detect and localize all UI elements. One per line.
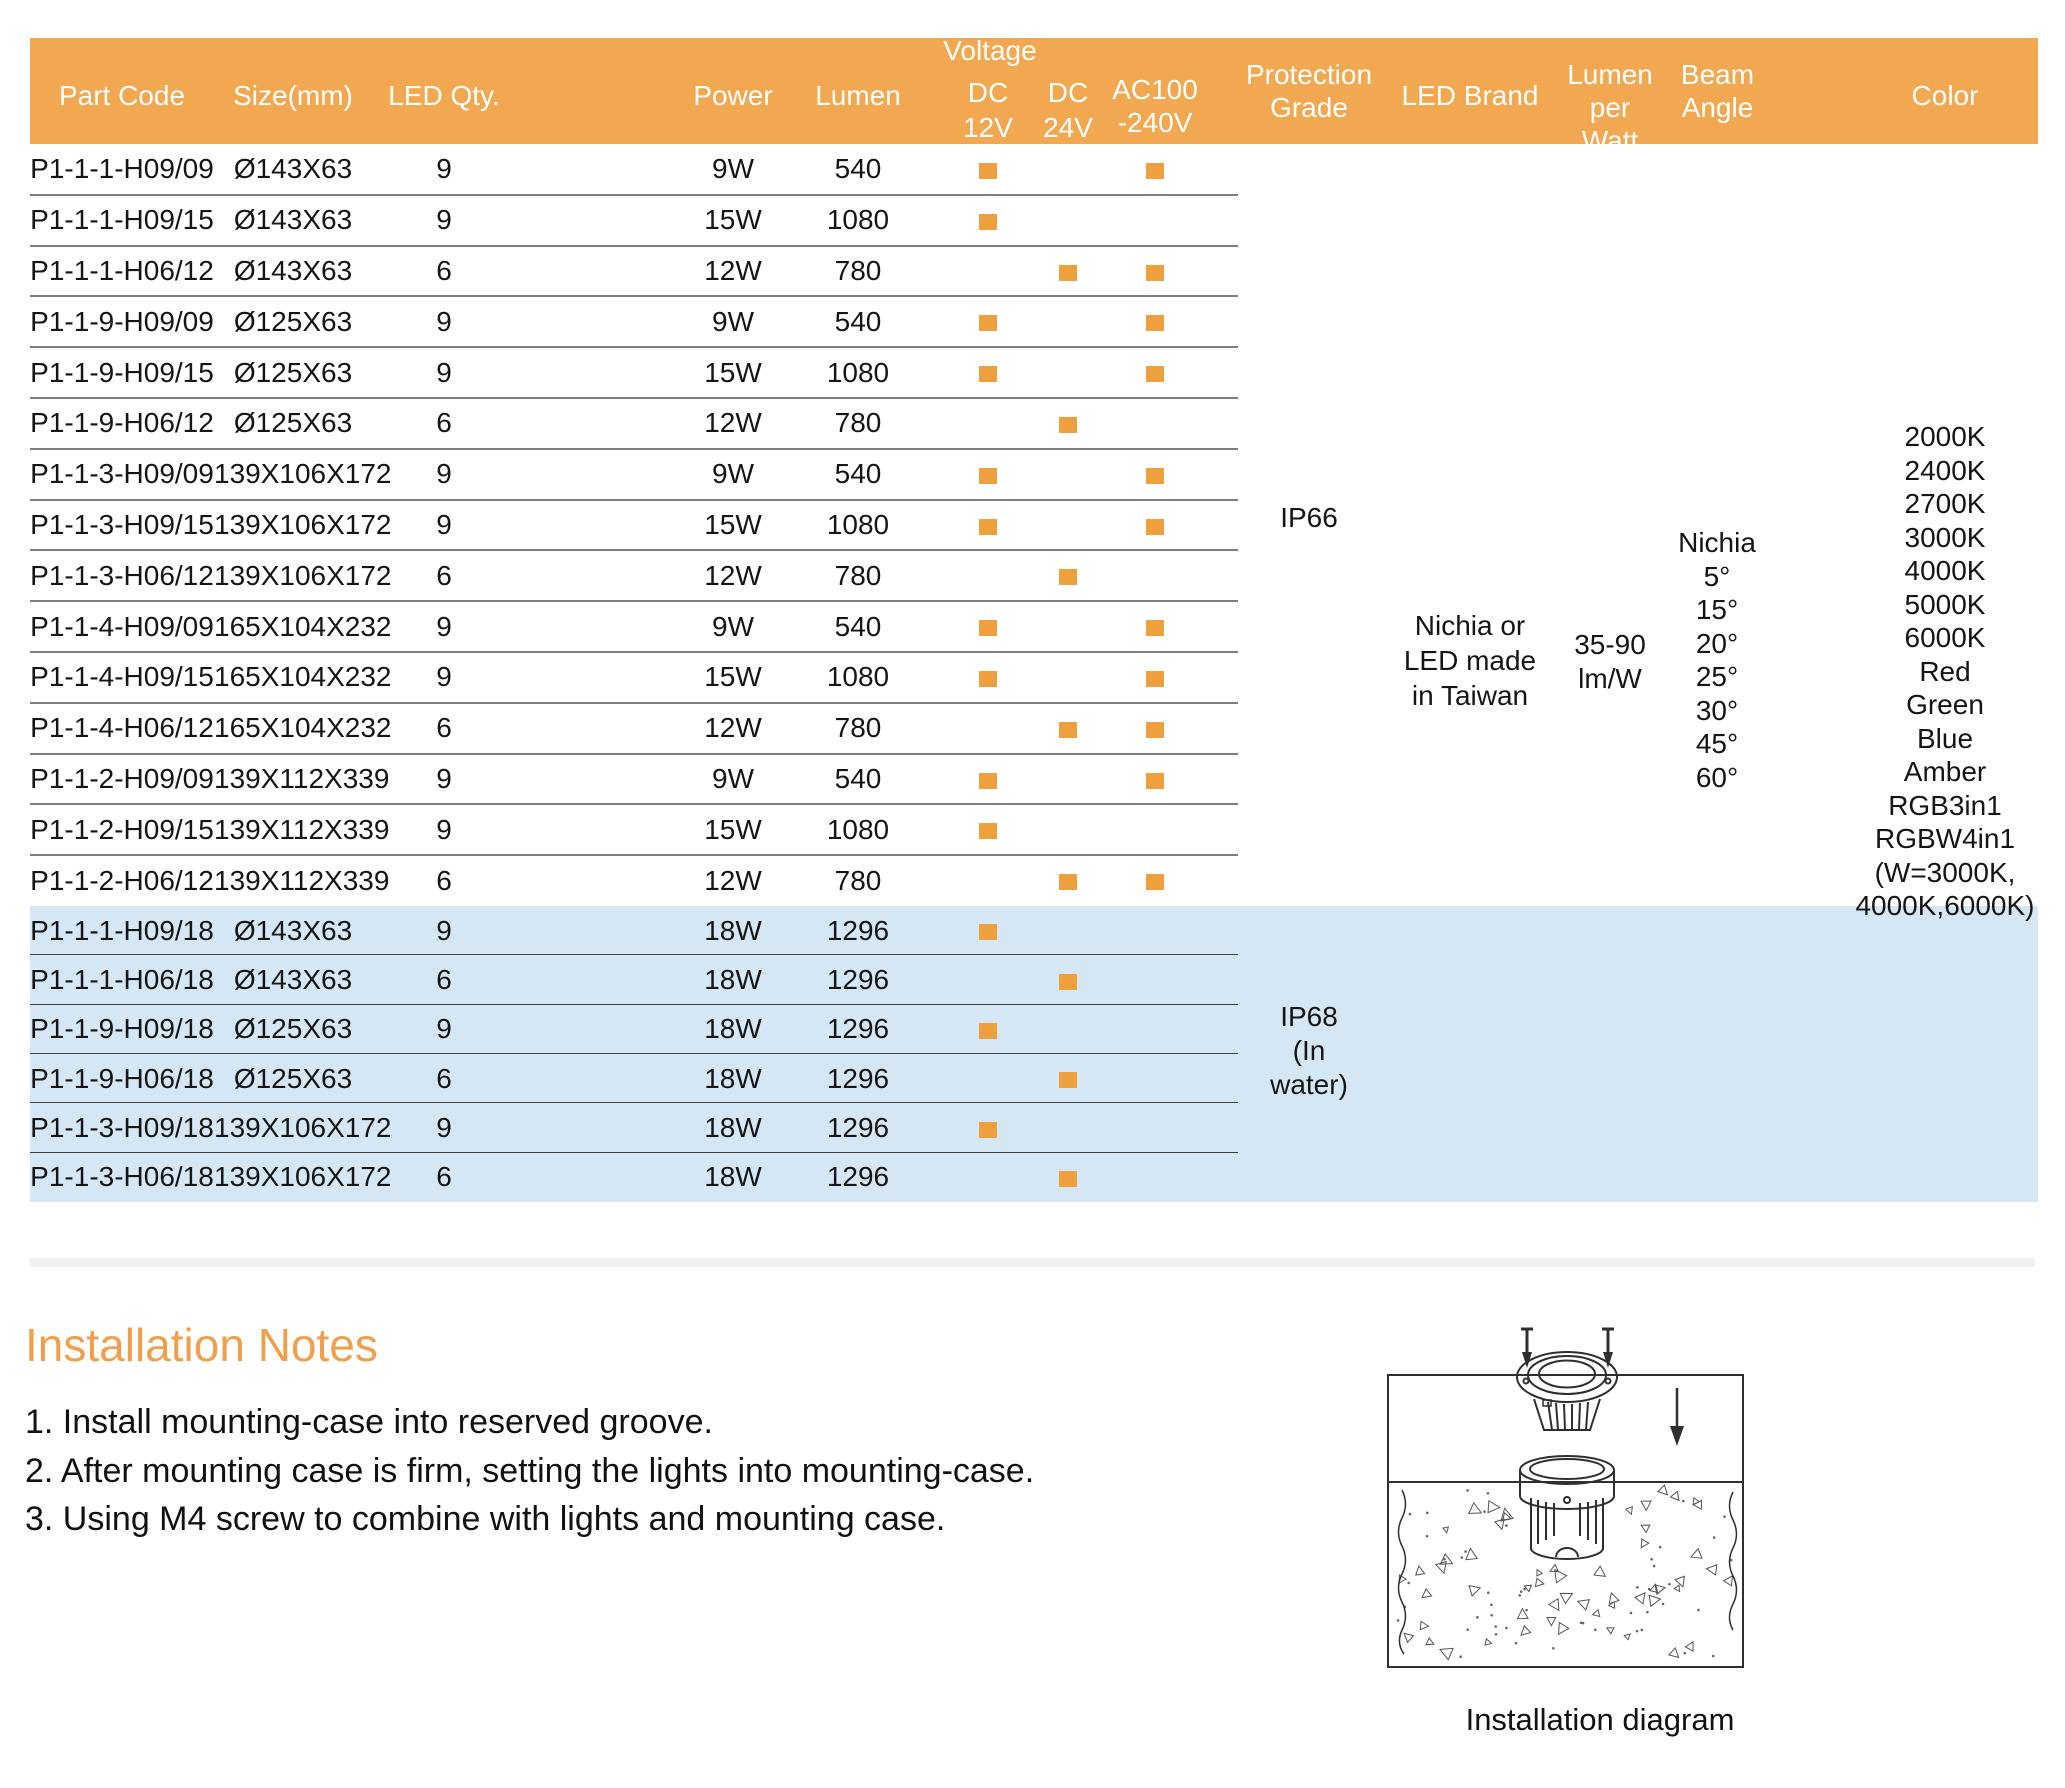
led-brand-line: Nichia or [1414, 610, 1526, 641]
led-qty-cell: 9 [436, 305, 452, 337]
dc12v-cell [948, 763, 1028, 795]
voltage-dc24v-marker [1059, 569, 1077, 585]
beam-angle-line: Nichia [1678, 527, 1756, 558]
power-cell: 9W [712, 305, 754, 337]
led-qty-cell: 6 [436, 864, 452, 896]
voltage-dc12v-marker [979, 468, 997, 484]
part-code-cell: P1-1-9-H09/15 [30, 356, 214, 388]
dc24v-cell [1028, 509, 1108, 541]
color-option: 2400K [1904, 454, 1986, 486]
col-header-dc24v-line2: 24V [1043, 112, 1093, 143]
size-cell: Ø125X63 [233, 356, 353, 388]
power-cell: 12W [704, 254, 762, 286]
color-option: Blue [1916, 722, 1974, 754]
led-qty-cell: 6 [436, 963, 452, 995]
col-header-ac100-240v [1108, 73, 1202, 139]
beam-angle-line: 30° [1695, 694, 1739, 726]
lumen-cell: 1080 [826, 508, 890, 540]
part-code-cell: P1-1-4-H09/09 [30, 610, 214, 642]
lumen-cell: 1296 [826, 1013, 890, 1045]
power-cell: 9W [712, 458, 754, 490]
led-qty-cell: 9 [436, 813, 452, 845]
table-row [30, 1153, 2038, 1202]
ac100-240v-cell [1108, 204, 1202, 236]
table-row [30, 804, 2038, 855]
ip68-line: water) [1270, 1069, 1348, 1100]
dc12v-cell [948, 255, 1028, 287]
power-cell: 9W [712, 610, 754, 642]
voltage-dc12v-marker [979, 366, 997, 382]
lumen-per-watt-line: 35-90 [1574, 629, 1646, 660]
col-header-lmw-line2: per Watt [1581, 92, 1639, 156]
dc12v-cell [948, 964, 1028, 996]
color-option: RGB3in1 [1888, 789, 2002, 821]
ac100-240v-cell [1108, 255, 1202, 287]
beam-angle-line: 5° [1703, 560, 1731, 592]
led-qty-cell: 6 [436, 1062, 452, 1094]
led-qty-cell: 9 [436, 204, 452, 236]
size-cell: 165X104X232 [214, 661, 392, 693]
installation-notes-list [25, 1398, 1034, 1544]
table-header [30, 35, 2038, 156]
col-header-color: Color [1911, 80, 1979, 111]
voltage-ac-marker [1146, 265, 1164, 281]
power-cell: 15W [704, 661, 762, 693]
lumen-cell: 780 [834, 864, 882, 896]
lumen-cell: 1080 [826, 813, 890, 845]
led-brand-line: in Taiwan [1411, 680, 1529, 711]
dc12v-cell [948, 1013, 1028, 1045]
voltage-ac-marker [1146, 468, 1164, 484]
led-qty-cell: 6 [436, 254, 452, 286]
ac100-240v-cell [1108, 915, 1202, 947]
dc12v-cell [948, 458, 1028, 490]
dc24v-cell [1028, 1112, 1108, 1144]
left-break-edge [1399, 1490, 1406, 1654]
dc24v-cell [1028, 204, 1108, 236]
size-cell: Ø143X63 [233, 254, 353, 286]
voltage-ac-marker [1146, 315, 1164, 331]
table-row [30, 398, 2038, 449]
ac100-240v-cell [1108, 763, 1202, 795]
table-row [30, 296, 2038, 347]
lumen-cell: 1296 [826, 914, 890, 946]
lumen-cell: 1080 [826, 204, 890, 236]
size-cell: 139X106X172 [214, 508, 392, 540]
col-header-dc12v-line2: 12V [963, 112, 1013, 143]
col-header-beam-line1: Beam [1680, 59, 1755, 90]
part-code-cell: P1-1-4-H06/12 [30, 712, 214, 744]
col-header-dc12v [948, 75, 1028, 145]
lumen-cell: 780 [834, 559, 882, 591]
merged-cell-color-options [1825, 420, 2065, 923]
size-cell: 139X106X172 [214, 1111, 392, 1143]
dc24v-cell [1028, 357, 1108, 389]
power-cell: 15W [704, 508, 762, 540]
ip68-line: IP68 [1280, 1001, 1338, 1032]
voltage-ac-marker [1146, 671, 1164, 687]
voltage-ac-marker [1146, 163, 1164, 179]
color-option: Red [1919, 655, 1971, 687]
table-row [30, 1005, 2038, 1054]
ac100-240v-cell [1108, 712, 1202, 744]
power-cell: 18W [704, 1062, 762, 1094]
voltage-dc12v-marker [979, 315, 997, 331]
merged-cell-protection-ip66 [1229, 502, 1389, 534]
ac100-240v-cell [1108, 1013, 1202, 1045]
dc12v-cell [948, 1161, 1028, 1193]
protection-grade-value: IP66 [1280, 502, 1338, 533]
lumen-cell: 540 [834, 153, 882, 185]
part-code-cell: P1-1-4-H09/15 [30, 661, 214, 693]
color-option: 4000K [1904, 555, 1986, 586]
part-code-cell: P1-1-1-H06/18 [30, 963, 214, 995]
col-header-power: Power [693, 80, 773, 111]
lumen-cell: 1296 [826, 1062, 890, 1094]
col-header-dc24v-line1: DC [1047, 77, 1089, 108]
lumen-cell: 540 [834, 458, 882, 490]
color-option: 4000K,6000K) [1855, 890, 2035, 921]
power-cell: 15W [704, 356, 762, 388]
part-code-cell: P1-1-3-H09/18 [30, 1111, 214, 1143]
dc24v-cell [1028, 458, 1108, 490]
lumen-cell: 1080 [826, 356, 890, 388]
table-row [30, 246, 2038, 297]
dc12v-cell [948, 661, 1028, 693]
dc12v-cell [948, 712, 1028, 744]
ac100-240v-cell [1108, 1112, 1202, 1144]
dc24v-cell [1028, 865, 1108, 897]
power-cell: 12W [704, 407, 762, 439]
size-cell: 139X106X172 [214, 458, 392, 490]
dc12v-cell [948, 1063, 1028, 1095]
power-cell: 12W [704, 559, 762, 591]
voltage-ac-marker [1146, 519, 1164, 535]
lumen-cell: 780 [834, 254, 882, 286]
power-cell: 12W [704, 712, 762, 744]
power-cell: 18W [704, 914, 762, 946]
part-code-cell: P1-1-9-H06/18 [30, 1062, 214, 1094]
voltage-dc12v-marker [979, 214, 997, 230]
ac100-240v-cell [1108, 458, 1202, 490]
led-qty-cell: 9 [436, 661, 452, 693]
part-code-cell: P1-1-2-H09/09 [30, 762, 214, 794]
lumen-cell: 780 [834, 407, 882, 439]
dc12v-cell [948, 865, 1028, 897]
color-option: 2700K [1904, 488, 1986, 519]
power-cell: 18W [704, 963, 762, 995]
table-row [30, 449, 2038, 500]
ac100-240v-cell [1108, 814, 1202, 846]
table-row [30, 955, 2038, 1004]
lumen-cell: 780 [834, 712, 882, 744]
col-header-led-brand: LED Brand [1401, 80, 1539, 111]
installation-notes-title: Installation Notes [25, 1319, 378, 1371]
section-divider [30, 1258, 2035, 1267]
voltage-dc24v-marker [1059, 417, 1077, 433]
gravel-texture [1396, 1485, 1737, 1661]
color-option: 5000K [1904, 588, 1986, 620]
dc24v-cell [1028, 306, 1108, 338]
dc12v-cell [948, 509, 1028, 541]
ac100-240v-cell [1108, 153, 1202, 185]
lumen-per-watt-line: lm/W [1578, 663, 1642, 694]
col-header-protection-line1: Protection [1245, 59, 1373, 90]
light-fixture [1517, 1352, 1617, 1430]
size-cell: 139X106X172 [214, 1161, 392, 1193]
dc24v-cell [1028, 712, 1108, 744]
size-cell: Ø125X63 [233, 305, 353, 337]
table-row [30, 195, 2038, 246]
dc12v-cell [948, 915, 1028, 947]
part-code-cell: P1-1-3-H09/15 [30, 508, 214, 540]
note-item: 3. Using M4 screw to combine with lights and mounting case. [25, 1500, 946, 1538]
dc24v-cell [1028, 1063, 1108, 1095]
table-row [30, 347, 2038, 398]
dc24v-cell [1028, 1161, 1108, 1193]
col-header-voltage-group: Voltage [943, 35, 1037, 66]
power-cell: 15W [704, 204, 762, 236]
part-code-cell: P1-1-9-H06/12 [30, 407, 214, 439]
size-cell: 139X106X172 [214, 559, 392, 591]
beam-angle-line: 20° [1695, 627, 1739, 659]
part-code-cell: P1-1-3-H06/12 [30, 559, 214, 591]
led-qty-cell: 9 [436, 1111, 452, 1143]
col-header-lumen: Lumen [815, 80, 901, 111]
installation-notes [25, 1320, 1034, 1544]
color-option: Green [1906, 689, 1984, 720]
part-code-cell: P1-1-2-H06/12 [30, 864, 214, 896]
lumen-cell: 540 [834, 305, 882, 337]
dc12v-cell [948, 407, 1028, 439]
led-qty-cell: 6 [436, 712, 452, 744]
part-code-cell: P1-1-3-H09/09 [30, 458, 214, 490]
power-cell: 18W [704, 1111, 762, 1143]
led-qty-cell: 9 [436, 153, 452, 185]
led-qty-cell: 6 [436, 559, 452, 591]
dc24v-cell [1028, 407, 1108, 439]
part-code-cell: P1-1-1-H09/09 [30, 153, 214, 185]
voltage-dc24v-marker [1059, 1171, 1077, 1187]
voltage-dc12v-marker [979, 1023, 997, 1039]
dc12v-cell [948, 1112, 1028, 1144]
voltage-ac-marker [1146, 620, 1164, 636]
voltage-dc12v-marker [979, 620, 997, 636]
part-code-cell: P1-1-2-H09/15 [30, 813, 214, 845]
ac100-240v-cell [1108, 611, 1202, 643]
color-option: 3000K [1904, 521, 1986, 553]
color-option: 2000K [1904, 421, 1986, 452]
note-item: 1. Install mounting-case into reserved groove. [25, 1403, 713, 1441]
ac100-240v-cell [1108, 1161, 1202, 1193]
lumen-cell: 1296 [826, 963, 890, 995]
part-code-cell: P1-1-1-H09/15 [30, 204, 214, 236]
size-cell: 165X104X232 [214, 610, 392, 642]
size-cell: 139X112X339 [214, 813, 390, 845]
part-code-cell: P1-1-9-H09/09 [30, 305, 214, 337]
voltage-dc12v-marker [979, 924, 997, 940]
ac100-240v-cell [1108, 357, 1202, 389]
lumen-cell: 540 [834, 610, 882, 642]
dc12v-cell [948, 560, 1028, 592]
size-cell: Ø143X63 [233, 153, 353, 185]
color-option: (W=3000K, [1874, 856, 2016, 888]
col-header-dc24v [1028, 75, 1108, 145]
voltage-dc12v-marker [979, 1122, 997, 1138]
led-qty-cell: 6 [436, 407, 452, 439]
table-row [30, 144, 2038, 195]
power-cell: 18W [704, 1013, 762, 1045]
voltage-ac-marker [1146, 773, 1164, 789]
specification-table [30, 35, 2038, 1202]
ac100-240v-cell [1108, 560, 1202, 592]
voltage-ac-marker [1146, 874, 1164, 890]
table-row [30, 1054, 2038, 1103]
lumen-cell: 540 [834, 762, 882, 794]
col-header-lumen-per-watt [1560, 58, 1660, 157]
size-cell: 165X104X232 [214, 712, 392, 744]
dc24v-cell [1028, 763, 1108, 795]
voltage-dc12v-marker [979, 519, 997, 535]
part-code-cell: P1-1-9-H09/18 [30, 1013, 214, 1045]
mounting-case [1520, 1456, 1614, 1559]
ac100-240v-cell [1108, 306, 1202, 338]
power-cell: 18W [704, 1161, 762, 1193]
dc24v-cell [1028, 560, 1108, 592]
voltage-dc12v-marker [979, 823, 997, 839]
col-header-beam-angle [1660, 58, 1775, 124]
color-option: 6000K [1904, 622, 1986, 653]
dc12v-cell [948, 153, 1028, 185]
led-qty-cell: 9 [436, 610, 452, 642]
dc12v-cell [948, 814, 1028, 846]
power-cell: 15W [704, 813, 762, 845]
dc24v-cell [1028, 153, 1108, 185]
diagram-caption: Installation diagram [1465, 1702, 1735, 1737]
dc24v-cell [1028, 964, 1108, 996]
led-qty-cell: 9 [436, 1013, 452, 1045]
dc24v-cell [1028, 814, 1108, 846]
voltage-dc12v-marker [979, 163, 997, 179]
voltage-dc12v-marker [979, 671, 997, 687]
dc24v-cell [1028, 915, 1108, 947]
dc24v-cell [1028, 1013, 1108, 1045]
voltage-dc24v-marker [1059, 722, 1077, 738]
size-cell: Ø143X63 [233, 914, 353, 946]
ip68-line: (In [1292, 1035, 1326, 1066]
voltage-ac-marker [1146, 366, 1164, 382]
merged-cell-beam-angle [1637, 526, 1797, 794]
col-header-led-qty: LED Qty. [388, 80, 500, 111]
color-option: RGBW4in1 [1874, 823, 2016, 854]
size-cell: Ø125X63 [233, 1013, 353, 1045]
voltage-dc24v-marker [1059, 1072, 1077, 1088]
col-header-protection-line2: Grade [1270, 92, 1348, 123]
col-header-part-code: Part Code [58, 80, 186, 111]
size-cell: Ø125X63 [233, 407, 353, 439]
led-qty-cell: 9 [436, 458, 452, 490]
col-header-beam-line2: Angle [1681, 92, 1754, 123]
table-row [30, 1103, 2038, 1152]
beam-angle-line: 45° [1695, 728, 1739, 759]
part-code-cell: P1-1-1-H09/18 [30, 914, 214, 946]
beam-angle-line: 15° [1695, 594, 1739, 625]
dc12v-cell [948, 357, 1028, 389]
col-header-size: Size(mm) [233, 80, 353, 111]
table-row [30, 855, 2038, 906]
col-header-lmw-line1: Lumen [1567, 59, 1653, 90]
beam-angle-line: 25° [1695, 661, 1739, 692]
dc12v-cell [948, 306, 1028, 338]
led-qty-cell: 9 [436, 508, 452, 540]
size-cell: Ø125X63 [233, 1062, 353, 1094]
power-cell: 9W [712, 762, 754, 794]
voltage-dc24v-marker [1059, 874, 1077, 890]
dc24v-cell [1028, 255, 1108, 287]
ac100-240v-cell [1108, 964, 1202, 996]
size-cell: 139X112X339 [214, 864, 390, 896]
led-qty-cell: 9 [436, 356, 452, 388]
ac100-240v-cell [1108, 509, 1202, 541]
size-cell: 139X112X339 [214, 762, 390, 794]
merged-cell-protection-ip68 [1229, 1000, 1389, 1102]
lumen-cell: 1296 [826, 1111, 890, 1143]
col-header-dc12v-line1: DC [967, 77, 1009, 108]
power-cell: 12W [704, 864, 762, 896]
voltage-dc12v-marker [979, 773, 997, 789]
led-qty-cell: 9 [436, 914, 452, 946]
voltage-dc24v-marker [1059, 974, 1077, 990]
note-item: 2. After mounting case is firm, setting the lights into mounting-case. [25, 1451, 1035, 1490]
table-row [30, 906, 2038, 955]
ac100-240v-cell [1108, 661, 1202, 693]
dc12v-cell [948, 204, 1028, 236]
beam-angle-line: 60° [1695, 761, 1739, 793]
voltage-dc24v-marker [1059, 265, 1077, 281]
size-cell: Ø143X63 [233, 204, 353, 236]
ac100-240v-cell [1108, 407, 1202, 439]
voltage-ac-marker [1146, 722, 1164, 738]
part-code-cell: P1-1-3-H06/18 [30, 1161, 214, 1193]
dc24v-cell [1028, 611, 1108, 643]
size-cell: Ø143X63 [233, 963, 353, 995]
part-code-cell: P1-1-1-H06/12 [30, 254, 214, 286]
led-qty-cell: 9 [436, 762, 452, 794]
down-arrow-icon [1670, 1388, 1684, 1446]
ac100-240v-cell [1108, 1063, 1202, 1095]
col-header-ac-line1: AC100 [1112, 74, 1198, 105]
lumen-cell: 1080 [826, 661, 890, 693]
dc24v-cell [1028, 661, 1108, 693]
col-header-protection-grade [1238, 58, 1380, 124]
ac100-240v-cell [1108, 865, 1202, 897]
power-cell: 9W [712, 153, 754, 185]
dc12v-cell [948, 611, 1028, 643]
col-header-ac-line2: -240V [1117, 107, 1193, 138]
led-qty-cell: 6 [436, 1161, 452, 1193]
color-option: Amber [1903, 756, 1987, 787]
led-brand-line: LED made [1403, 645, 1537, 676]
lumen-cell: 1296 [826, 1161, 890, 1193]
